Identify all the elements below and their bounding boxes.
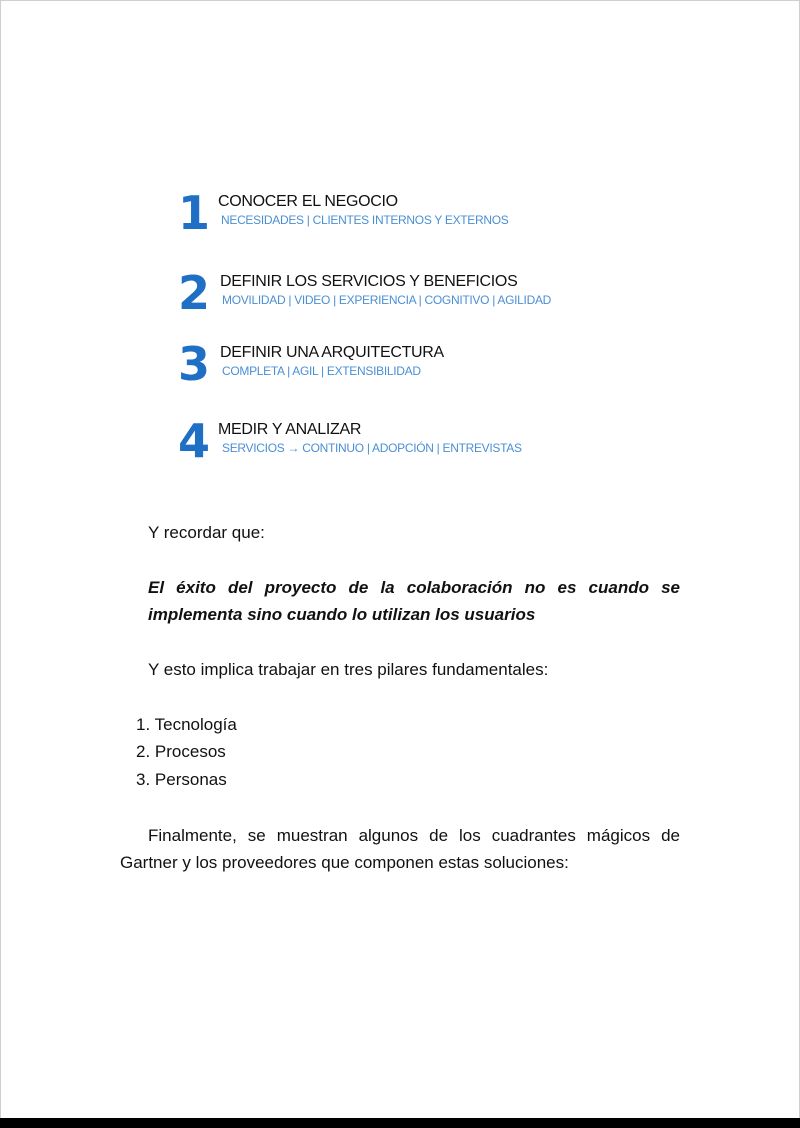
list-number: 3.: [136, 770, 151, 789]
list-item: [136, 738, 226, 765]
step-number: 2: [178, 266, 211, 320]
step-subtitle: SERVICIOS → CONTINUO | ADOPCIÓN | ENTREVISTAS: [222, 441, 522, 455]
step-title: MEDIR Y ANALIZAR: [218, 421, 362, 438]
bottom-bar: [0, 1118, 800, 1128]
closing-paragraph: Finalmente, se muestran algunos de los cuadrantes mágicos de Gartner y los proveedores que componen estas soluciones:: [120, 826, 680, 872]
step-subtitle: MOVILIDAD | VIDEO | EXPERIENCIA | COGNITIVO | AGILIDAD: [222, 293, 552, 307]
list-item: [136, 766, 227, 793]
list-number: 1.: [136, 715, 151, 734]
list-number: 2.: [136, 742, 151, 761]
step-number: 1: [178, 186, 211, 240]
list-label: Tecnología: [154, 715, 237, 734]
list-label: Personas: [154, 770, 227, 789]
step-number: 3: [178, 337, 211, 391]
step-title: CONOCER EL NEGOCIO: [218, 193, 398, 210]
pillars-intro: Y esto implica trabajar en tres pilares fundamentales:: [148, 660, 549, 679]
step-subtitle: COMPLETA | AGIL | EXTENSIBILIDAD: [222, 364, 421, 378]
step-title: DEFINIR UNA ARQUITECTURA: [220, 344, 444, 361]
intro-text: Y recordar que:: [148, 523, 265, 542]
step-number: 4: [178, 414, 211, 468]
quote-text: El éxito del proyecto de la colaboración no es cuando se implementa sino cuando lo utilizan los usuarios: [148, 578, 680, 624]
step-subtitle: NECESIDADES | CLIENTES INTERNOS Y EXTERNOS: [221, 213, 509, 227]
list-label: Procesos: [154, 742, 226, 761]
step-title: DEFINIR LOS SERVICIOS Y BENEFICIOS: [220, 273, 518, 290]
list-item: [136, 711, 237, 738]
